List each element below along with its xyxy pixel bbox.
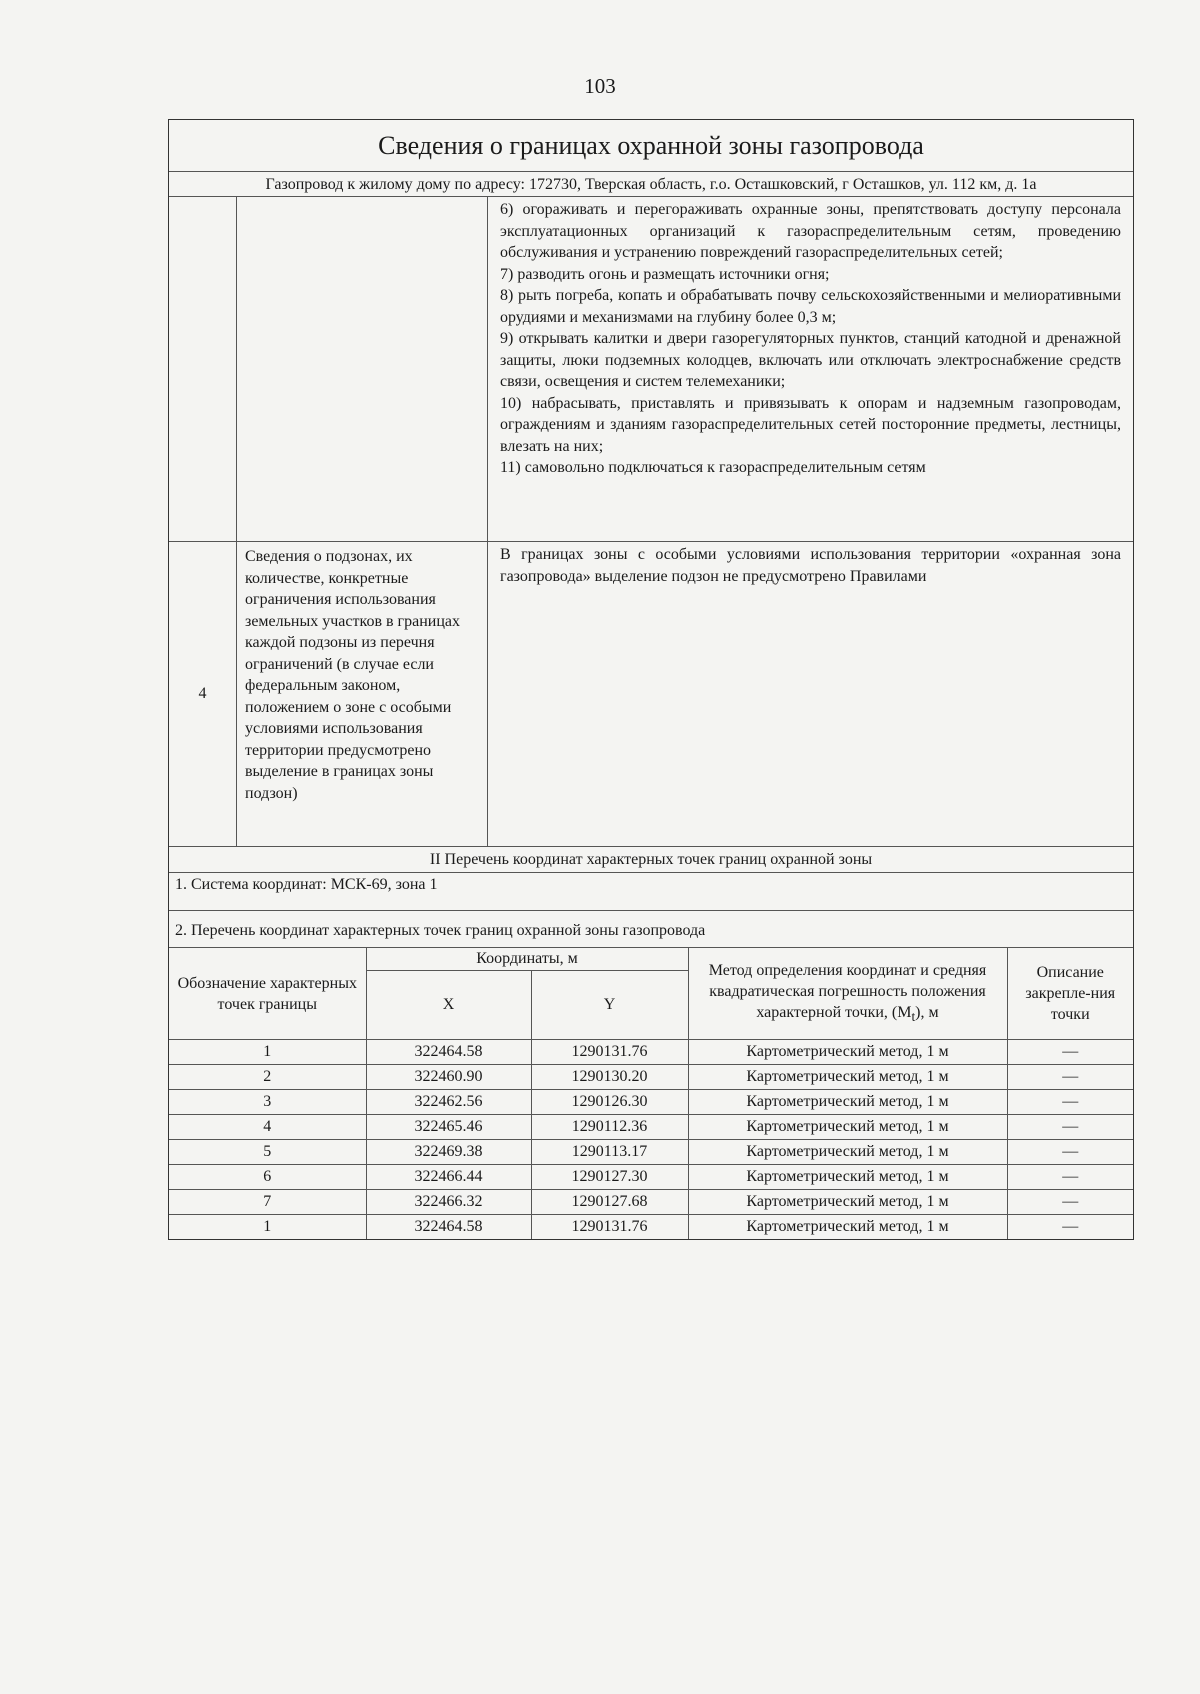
- points-list-title: 2. Перечень координат характерных точек границ охранной зоны газопровода: [175, 922, 706, 939]
- restriction-item: 9) открывать калитки и двери газорегуляторных пунктов, станций катодной и дренажной защиты, люки подземных колодцев, включать или отключать электроснабжение средств связи, освещения и систем телемеханики;: [500, 330, 1121, 390]
- y-coordinate-cell: 1290112.36: [531, 1115, 688, 1140]
- point-number-cell: 3: [169, 1090, 366, 1115]
- header-description: Описание закрепле-ния точки: [1007, 948, 1133, 1040]
- point-number-cell: 1: [169, 1215, 366, 1240]
- y-coordinate-cell: 1290131.76: [531, 1040, 688, 1065]
- row-label-cell: [237, 197, 488, 541]
- description-cell: —: [1007, 1040, 1133, 1065]
- restrictions-continued-row: [169, 197, 1133, 542]
- description-cell: —: [1007, 1115, 1133, 1140]
- point-number-cell: 5: [169, 1140, 366, 1165]
- page-number: 103: [584, 74, 616, 98]
- x-coordinate-cell: 322469.38: [366, 1140, 531, 1165]
- table-row: [169, 1190, 1133, 1215]
- table-row: [169, 1090, 1133, 1115]
- subzones-value: [488, 542, 1133, 846]
- table-row: [169, 1140, 1133, 1165]
- row-number-cell: [169, 197, 237, 541]
- description-cell: —: [1007, 1065, 1133, 1090]
- row-number-cell: 4: [169, 542, 237, 846]
- header-method-suffix: ), м: [915, 1003, 939, 1021]
- method-cell: Картометрический метод, 1 м: [688, 1165, 1007, 1190]
- coordinates-table: [169, 947, 1133, 1239]
- description-cell: —: [1007, 1190, 1133, 1215]
- table-row: [169, 1165, 1133, 1190]
- restriction-item: 7) разводить огонь и размещать источники огня;: [500, 265, 830, 283]
- table-row: [169, 1065, 1133, 1090]
- header-designation: Обозначение характерных точек границы: [169, 948, 366, 1040]
- point-number-cell: 4: [169, 1115, 366, 1140]
- description-cell: —: [1007, 1140, 1133, 1165]
- method-cell: Картометрический метод, 1 м: [688, 1090, 1007, 1115]
- method-cell: Картометрический метод, 1 м: [688, 1065, 1007, 1090]
- x-coordinate-cell: 322466.44: [366, 1165, 531, 1190]
- header-method-subscript: t: [911, 1009, 916, 1025]
- y-coordinate-cell: 1290127.68: [531, 1190, 688, 1215]
- y-coordinate-cell: 1290127.30: [531, 1165, 688, 1190]
- method-cell: Картометрический метод, 1 м: [688, 1215, 1007, 1240]
- x-coordinate-cell: 322460.90: [366, 1065, 531, 1090]
- method-cell: Картометрический метод, 1 м: [688, 1115, 1007, 1140]
- restrictions-list: [488, 197, 1133, 541]
- subzones-label: Сведения о подзонах, их количестве, конкретные ограничения использования земельных участков в границах каждой подзоны из перечня ограничений (в случае если федеральным законом, положением о зоне с особыми условиями использования территории предусмотрено выделение в границах зоны подзон): [237, 542, 488, 846]
- y-coordinate-cell: 1290130.20: [531, 1065, 688, 1090]
- restriction-item: 8) рыть погреба, копать и обрабатывать почву сельскохозяйственными и мелиоративными орудиями и механизмами на глубину более 0,3 м;: [500, 287, 1121, 326]
- method-cell: Картометрический метод, 1 м: [688, 1040, 1007, 1065]
- x-coordinate-cell: 322465.46: [366, 1115, 531, 1140]
- y-coordinate-cell: 1290113.17: [531, 1140, 688, 1165]
- restriction-item: 6) огораживать и перегораживать охранные зоны, препятствовать доступу персонала эксплуатационных организаций к газораспределительным сетям, проведению обслуживания и устранению повреждений газораспределительных сетей;: [500, 201, 1121, 261]
- restriction-item: 10) набрасывать, приставлять и привязывать к опорам и надземным газопроводам, ограждениям и зданиям газораспределительных сетей посторонние предметы, лестницы, влезать на них;: [500, 394, 1121, 455]
- header-y: Y: [531, 971, 688, 1040]
- table-row: [169, 1115, 1133, 1140]
- header-method: [688, 948, 1007, 1040]
- subzones-row: [169, 542, 1133, 847]
- description-cell: —: [1007, 1090, 1133, 1115]
- document-subtitle: Газопровод к жилому дому по адресу: 172730, Тверская область, г.о. Осташковский, г Осташков, ул. 112 км, д. 1а: [169, 172, 1133, 197]
- x-coordinate-cell: 322466.32: [366, 1190, 531, 1215]
- point-number-cell: 7: [169, 1190, 366, 1215]
- coordinate-system: 1. Система координат: МСК-69, зона 1: [169, 873, 1133, 911]
- header-x: X: [366, 971, 531, 1040]
- point-number-cell: 6: [169, 1165, 366, 1190]
- x-coordinate-cell: 322464.58: [366, 1215, 531, 1240]
- document-title: Сведения о границах охранной зоны газопровода: [169, 120, 1133, 172]
- point-number-cell: 1: [169, 1040, 366, 1065]
- zone-info-table: [168, 119, 1134, 1240]
- method-cell: Картометрический метод, 1 м: [688, 1190, 1007, 1215]
- header-method-text: Метод определения координат и средняя квадратическая погрешность положения характерной точки, (M: [708, 961, 987, 1021]
- x-coordinate-cell: 322464.58: [366, 1040, 531, 1065]
- description-cell: —: [1007, 1215, 1133, 1240]
- y-coordinate-cell: 1290126.30: [531, 1090, 688, 1115]
- restriction-item: 11) самовольно подключаться к газораспределительным сетям: [500, 459, 926, 476]
- subzones-value-text: В границах зоны с особыми условиями использования территории «охранная зона газопровода» выделение подзон не предусмотрено Правилами: [500, 546, 1121, 585]
- table-row: [169, 1040, 1133, 1065]
- section-2-title: II Перечень координат характерных точек границ охранной зоны: [169, 847, 1133, 873]
- x-coordinate-cell: 322462.56: [366, 1090, 531, 1115]
- y-coordinate-cell: 1290131.76: [531, 1215, 688, 1240]
- header-coordinates: Координаты, м: [366, 948, 688, 971]
- table-row: [169, 1215, 1133, 1240]
- description-cell: —: [1007, 1165, 1133, 1190]
- method-cell: Картометрический метод, 1 м: [688, 1140, 1007, 1165]
- point-number-cell: 2: [169, 1065, 366, 1090]
